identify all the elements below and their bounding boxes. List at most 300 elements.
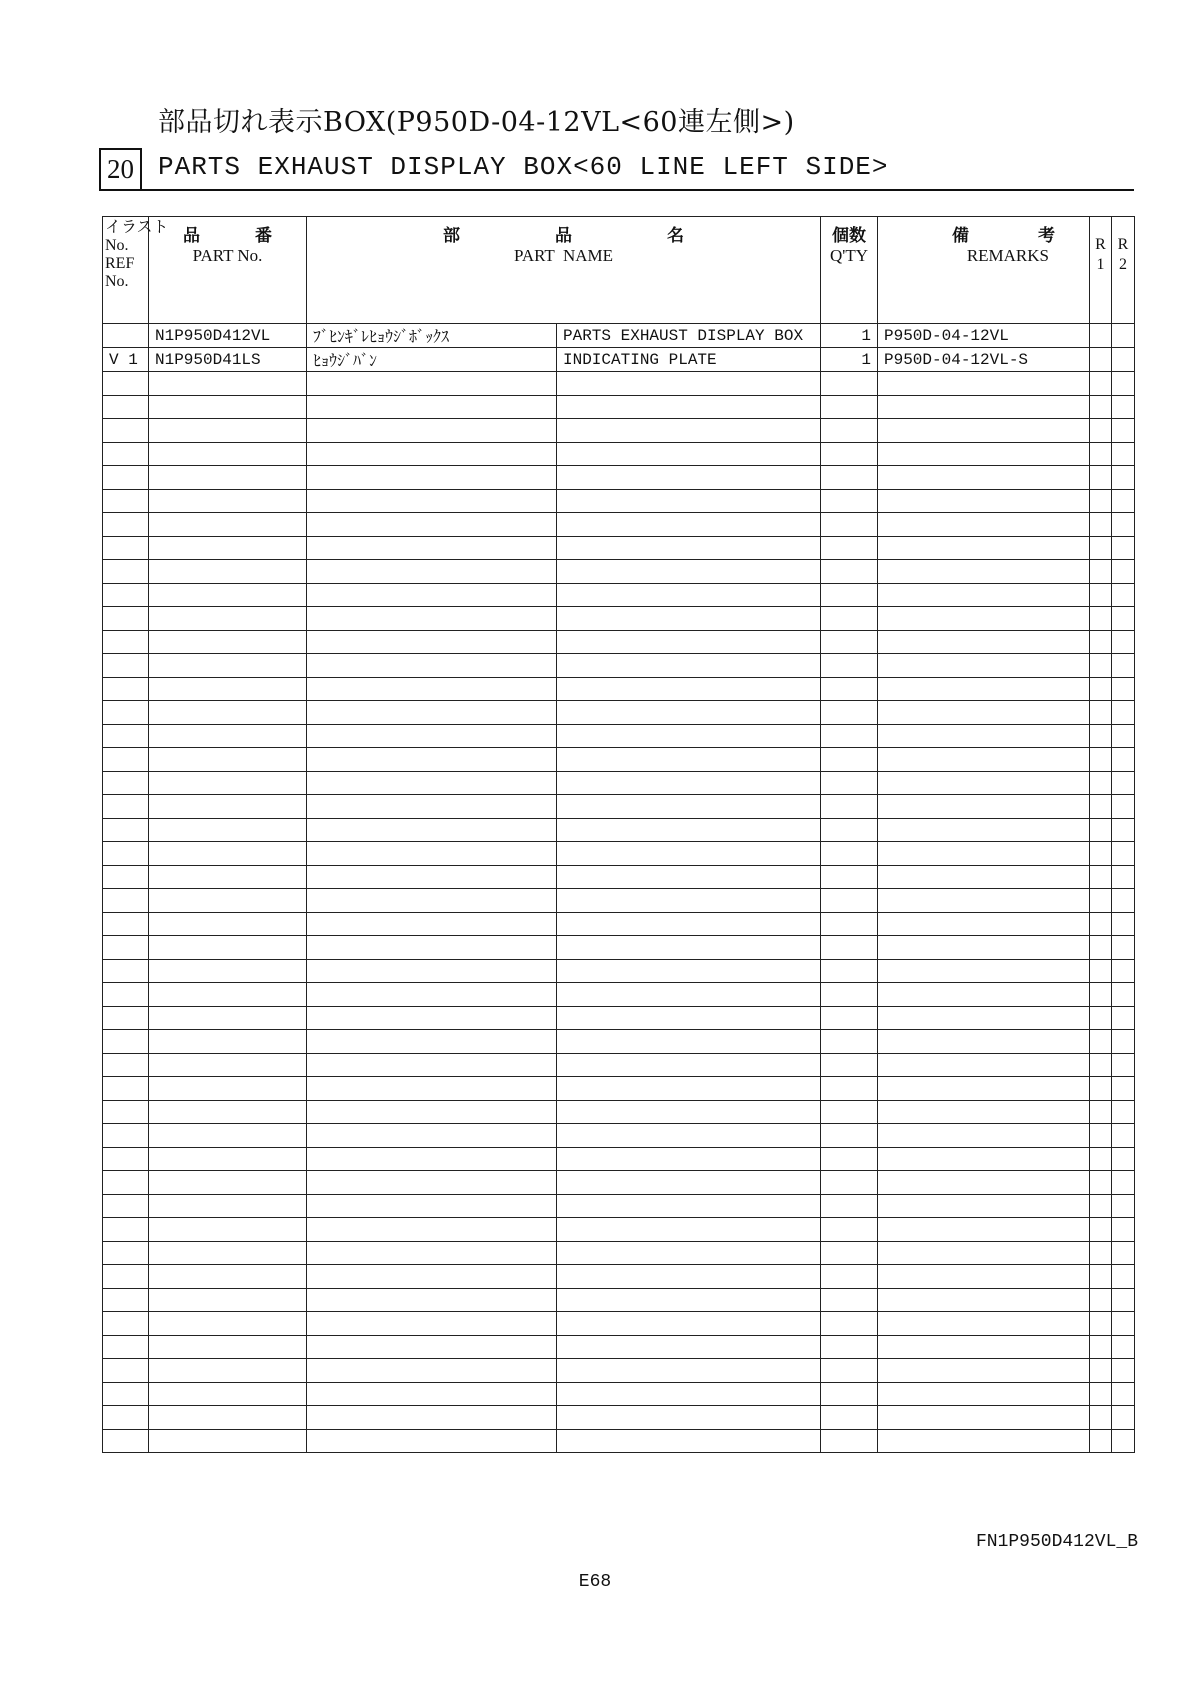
- cell-part-no: [149, 654, 307, 678]
- cell-name-en: [557, 513, 821, 537]
- cell-r1: [1090, 1077, 1112, 1101]
- cell-ref: [103, 489, 149, 513]
- cell-name-jp: ﾌﾞﾋﾝｷﾞﾚﾋｮｳｼﾞﾎﾞｯｸｽ: [307, 324, 557, 348]
- cell-qty: [821, 1194, 878, 1218]
- cell-ref: [103, 1359, 149, 1383]
- cell-part-no: [149, 1194, 307, 1218]
- cell-remarks: [878, 1265, 1090, 1289]
- cell-ref: [103, 1241, 149, 1265]
- cell-r1: [1090, 1241, 1112, 1265]
- cell-name-en: [557, 1077, 821, 1101]
- cell-qty: [821, 818, 878, 842]
- cell-r1: [1090, 771, 1112, 795]
- header-remarks-jp-1: 備: [952, 226, 969, 246]
- cell-r2: [1112, 607, 1135, 631]
- header-ref-no2: No.: [105, 273, 129, 290]
- cell-r2: [1112, 1241, 1135, 1265]
- cell-r1: [1090, 1100, 1112, 1124]
- cell-name-en: [557, 536, 821, 560]
- table-row: [103, 1359, 1135, 1383]
- cell-name-jp: [307, 607, 557, 631]
- cell-part-no: [149, 1006, 307, 1030]
- cell-remarks: [878, 818, 1090, 842]
- cell-remarks: [878, 442, 1090, 466]
- cell-r2: [1112, 795, 1135, 819]
- cell-ref: [103, 865, 149, 889]
- cell-part-no: [149, 1406, 307, 1430]
- cell-remarks: [878, 748, 1090, 772]
- cell-name-en: [557, 983, 821, 1007]
- header-ref-en: REF: [105, 255, 135, 272]
- cell-qty: [821, 842, 878, 866]
- cell-ref: [103, 701, 149, 725]
- cell-qty: [821, 1030, 878, 1054]
- cell-name-en: [557, 1406, 821, 1430]
- table-row: [103, 1288, 1135, 1312]
- cell-r2: [1112, 1194, 1135, 1218]
- cell-ref: [103, 677, 149, 701]
- cell-r1: [1090, 1124, 1112, 1148]
- cell-part-no: [149, 1312, 307, 1336]
- cell-qty: [821, 654, 878, 678]
- table-row: [103, 536, 1135, 560]
- cell-remarks: [878, 372, 1090, 396]
- cell-ref: [103, 818, 149, 842]
- cell-name-en: [557, 1006, 821, 1030]
- cell-ref: [103, 324, 149, 348]
- cell-ref: [103, 1171, 149, 1195]
- cell-qty: [821, 865, 878, 889]
- cell-r1: [1090, 983, 1112, 1007]
- cell-r2: [1112, 1053, 1135, 1077]
- cell-remarks: [878, 1124, 1090, 1148]
- cell-ref: [103, 583, 149, 607]
- cell-qty: [821, 372, 878, 396]
- cell-part-no: [149, 1359, 307, 1383]
- cell-part-no: [149, 442, 307, 466]
- header-r1-b: 1: [1096, 256, 1105, 273]
- cell-ref: [103, 654, 149, 678]
- cell-r1: [1090, 1171, 1112, 1195]
- cell-part-no: [149, 1147, 307, 1171]
- table-row: [103, 724, 1135, 748]
- header-r2-b: 2: [1119, 256, 1127, 273]
- cell-name-en: [557, 560, 821, 584]
- cell-qty: [821, 1359, 878, 1383]
- cell-ref: [103, 889, 149, 913]
- cell-name-en: [557, 1194, 821, 1218]
- cell-qty: [821, 630, 878, 654]
- cell-remarks: [878, 583, 1090, 607]
- cell-r1: [1090, 1265, 1112, 1289]
- cell-name-jp: [307, 1147, 557, 1171]
- cell-name-jp: [307, 748, 557, 772]
- cell-qty: [821, 1335, 878, 1359]
- cell-name-en: [557, 1147, 821, 1171]
- cell-part-no: [149, 583, 307, 607]
- cell-r2: [1112, 395, 1135, 419]
- cell-r1: [1090, 701, 1112, 725]
- cell-part-no: [149, 983, 307, 1007]
- cell-part-no: N1P950D412VL: [149, 324, 307, 348]
- cell-name-en: [557, 1429, 821, 1453]
- cell-name-jp: [307, 912, 557, 936]
- cell-ref: [103, 1265, 149, 1289]
- cell-part-no: [149, 842, 307, 866]
- cell-remarks: [878, 889, 1090, 913]
- cell-part-no: [149, 1053, 307, 1077]
- cell-remarks: [878, 489, 1090, 513]
- cell-qty: [821, 1006, 878, 1030]
- cell-name-en: [557, 701, 821, 725]
- cell-part-no: [149, 818, 307, 842]
- cell-r1: [1090, 1053, 1112, 1077]
- cell-r2: [1112, 701, 1135, 725]
- cell-remarks: [878, 983, 1090, 1007]
- header-qty-jp: 個数: [832, 226, 866, 246]
- cell-name-en: [557, 842, 821, 866]
- table-row: [103, 1335, 1135, 1359]
- cell-part-no: [149, 419, 307, 443]
- cell-name-jp: [307, 513, 557, 537]
- table-row: [103, 513, 1135, 537]
- header-part-no-jp-1: 品: [183, 226, 200, 246]
- cell-remarks: [878, 865, 1090, 889]
- cell-ref: [103, 513, 149, 537]
- table-row: [103, 701, 1135, 725]
- cell-ref: [103, 1147, 149, 1171]
- cell-name-jp: [307, 560, 557, 584]
- title-underline: [142, 189, 1134, 191]
- cell-part-no: [149, 1382, 307, 1406]
- table-row: [103, 1147, 1135, 1171]
- cell-qty: [821, 936, 878, 960]
- cell-r1: [1090, 1359, 1112, 1383]
- cell-qty: [821, 1288, 878, 1312]
- header-r2-a: R: [1117, 236, 1129, 253]
- table-row: [103, 466, 1135, 490]
- header-part-no: [149, 217, 307, 324]
- cell-name-jp: [307, 419, 557, 443]
- cell-r1: [1090, 818, 1112, 842]
- cell-qty: [821, 466, 878, 490]
- cell-name-jp: [307, 1006, 557, 1030]
- table-body: [103, 324, 1135, 1453]
- table-row: [103, 1218, 1135, 1242]
- table-row: [103, 1265, 1135, 1289]
- cell-name-en: [557, 1030, 821, 1054]
- cell-name-en: [557, 1265, 821, 1289]
- cell-qty: [821, 1100, 878, 1124]
- cell-ref: [103, 419, 149, 443]
- cell-part-no: [149, 677, 307, 701]
- cell-qty: [821, 983, 878, 1007]
- cell-remarks: [878, 701, 1090, 725]
- header-part-name-jp: [313, 221, 814, 246]
- cell-r1: [1090, 1194, 1112, 1218]
- cell-r2: [1112, 1288, 1135, 1312]
- table-row: [103, 889, 1135, 913]
- cell-qty: [821, 442, 878, 466]
- cell-part-no: [149, 536, 307, 560]
- cell-r2: [1112, 419, 1135, 443]
- cell-r2: [1112, 748, 1135, 772]
- cell-name-jp: [307, 1171, 557, 1195]
- cell-qty: [821, 1218, 878, 1242]
- cell-name-jp: [307, 536, 557, 560]
- cell-name-en: [557, 630, 821, 654]
- cell-r2: [1112, 442, 1135, 466]
- cell-ref: [103, 959, 149, 983]
- cell-part-no: [149, 1335, 307, 1359]
- cell-ref: [103, 1053, 149, 1077]
- header-part-name-jp-1: 部: [443, 226, 460, 246]
- cell-remarks: [878, 1100, 1090, 1124]
- cell-ref: [103, 466, 149, 490]
- cell-ref: [103, 842, 149, 866]
- cell-qty: [821, 1147, 878, 1171]
- cell-ref: [103, 771, 149, 795]
- cell-qty: [821, 489, 878, 513]
- header-remarks: [878, 217, 1090, 324]
- header-part-name-jp-2: 品: [555, 226, 572, 246]
- table-row: [103, 630, 1135, 654]
- table-row: [103, 1241, 1135, 1265]
- cell-ref: [103, 1030, 149, 1054]
- cell-r2: [1112, 1335, 1135, 1359]
- cell-r1: [1090, 348, 1112, 372]
- cell-ref: [103, 1006, 149, 1030]
- cell-r2: [1112, 536, 1135, 560]
- cell-name-jp: [307, 654, 557, 678]
- cell-r2: [1112, 724, 1135, 748]
- cell-name-jp: [307, 936, 557, 960]
- cell-r1: [1090, 630, 1112, 654]
- cell-part-no: [149, 1265, 307, 1289]
- cell-remarks: [878, 1382, 1090, 1406]
- cell-part-no: [149, 1288, 307, 1312]
- table-row: [103, 583, 1135, 607]
- table-row: [103, 1124, 1135, 1148]
- table-row: [103, 865, 1135, 889]
- cell-remarks: [878, 959, 1090, 983]
- cell-r1: [1090, 724, 1112, 748]
- cell-r1: [1090, 1288, 1112, 1312]
- cell-qty: [821, 748, 878, 772]
- cell-ref: [103, 724, 149, 748]
- cell-remarks: [878, 536, 1090, 560]
- cell-name-jp: [307, 1382, 557, 1406]
- cell-name-jp: [307, 818, 557, 842]
- cell-part-no: [149, 936, 307, 960]
- cell-remarks: [878, 1030, 1090, 1054]
- table-row: [103, 912, 1135, 936]
- cell-name-jp: [307, 1030, 557, 1054]
- cell-remarks: [878, 1241, 1090, 1265]
- cell-part-no: [149, 395, 307, 419]
- cell-name-jp: ﾋｮｳｼﾞﾊﾞﾝ: [307, 348, 557, 372]
- cell-r2: [1112, 865, 1135, 889]
- cell-r2: [1112, 348, 1135, 372]
- cell-name-jp: [307, 1429, 557, 1453]
- cell-name-jp: [307, 1194, 557, 1218]
- cell-r2: [1112, 912, 1135, 936]
- table-row: [103, 771, 1135, 795]
- cell-r1: [1090, 1218, 1112, 1242]
- cell-remarks: [878, 1147, 1090, 1171]
- cell-name-en: [557, 771, 821, 795]
- cell-ref: [103, 1429, 149, 1453]
- cell-r1: [1090, 1335, 1112, 1359]
- cell-r1: [1090, 748, 1112, 772]
- table-row: [103, 1053, 1135, 1077]
- cell-qty: [821, 583, 878, 607]
- cell-remarks: [878, 607, 1090, 631]
- cell-r1: [1090, 395, 1112, 419]
- cell-ref: [103, 1124, 149, 1148]
- cell-remarks: [878, 1218, 1090, 1242]
- cell-remarks: [878, 654, 1090, 678]
- cell-qty: [821, 1053, 878, 1077]
- table-row: [103, 842, 1135, 866]
- cell-name-en: [557, 466, 821, 490]
- cell-ref: [103, 795, 149, 819]
- cell-qty: [821, 1265, 878, 1289]
- cell-r2: [1112, 654, 1135, 678]
- cell-name-jp: [307, 983, 557, 1007]
- table-row: [103, 1429, 1135, 1453]
- cell-remarks: [878, 1429, 1090, 1453]
- cell-remarks: [878, 1288, 1090, 1312]
- cell-r2: [1112, 818, 1135, 842]
- table-row: [103, 748, 1135, 772]
- cell-name-en: [557, 889, 821, 913]
- cell-part-no: [149, 724, 307, 748]
- cell-name-en: [557, 677, 821, 701]
- cell-r2: [1112, 1100, 1135, 1124]
- table-row: [103, 654, 1135, 678]
- cell-part-no: [149, 1030, 307, 1054]
- cell-remarks: [878, 912, 1090, 936]
- cell-ref: [103, 630, 149, 654]
- page-title-japanese: 部品切れ表示BOX(P950D-04-12VL<60連左側>): [158, 107, 795, 138]
- cell-r1: [1090, 1006, 1112, 1030]
- cell-r2: [1112, 583, 1135, 607]
- cell-ref: [103, 560, 149, 584]
- cell-r2: [1112, 1171, 1135, 1195]
- cell-r2: [1112, 677, 1135, 701]
- cell-r2: [1112, 771, 1135, 795]
- table-row: [103, 489, 1135, 513]
- cell-remarks: [878, 1335, 1090, 1359]
- table-row: [103, 795, 1135, 819]
- cell-r1: [1090, 959, 1112, 983]
- cell-part-no: [149, 771, 307, 795]
- cell-remarks: [878, 1053, 1090, 1077]
- cell-name-en: [557, 1359, 821, 1383]
- cell-remarks: [878, 1077, 1090, 1101]
- cell-qty: [821, 912, 878, 936]
- cell-qty: [821, 1406, 878, 1430]
- header-part-no-en: PART No.: [192, 246, 263, 265]
- cell-remarks: [878, 771, 1090, 795]
- cell-part-no: [149, 466, 307, 490]
- cell-ref: [103, 936, 149, 960]
- cell-qty: [821, 1124, 878, 1148]
- cell-name-en: INDICATING PLATE: [557, 348, 821, 372]
- cell-qty: [821, 677, 878, 701]
- cell-r2: [1112, 842, 1135, 866]
- cell-part-no: [149, 1124, 307, 1148]
- cell-r1: [1090, 1382, 1112, 1406]
- cell-name-en: [557, 1100, 821, 1124]
- cell-ref: [103, 607, 149, 631]
- page-title-english: PARTS EXHAUST DISPLAY BOX<60 LINE LEFT SIDE>: [158, 152, 889, 182]
- cell-part-no: [149, 701, 307, 725]
- cell-name-en: [557, 1288, 821, 1312]
- cell-name-en: [557, 1335, 821, 1359]
- header-remarks-en: REMARKS: [966, 246, 1049, 265]
- cell-name-jp: [307, 1100, 557, 1124]
- cell-r1: [1090, 677, 1112, 701]
- cell-name-jp: [307, 959, 557, 983]
- cell-r2: [1112, 1006, 1135, 1030]
- cell-r2: [1112, 1359, 1135, 1383]
- cell-r2: [1112, 1077, 1135, 1101]
- table-row: [103, 1406, 1135, 1430]
- cell-part-no: [149, 630, 307, 654]
- table-row: [103, 348, 1135, 372]
- cell-qty: [821, 771, 878, 795]
- table-row: [103, 1312, 1135, 1336]
- cell-r2: [1112, 513, 1135, 537]
- cell-r1: [1090, 536, 1112, 560]
- cell-name-jp: [307, 795, 557, 819]
- cell-ref: V 1: [103, 348, 149, 372]
- cell-remarks: [878, 724, 1090, 748]
- cell-name-en: [557, 1382, 821, 1406]
- cell-r2: [1112, 1429, 1135, 1453]
- cell-r2: [1112, 560, 1135, 584]
- cell-r2: [1112, 1218, 1135, 1242]
- table-row: [103, 442, 1135, 466]
- cell-name-jp: [307, 1218, 557, 1242]
- cell-r1: [1090, 889, 1112, 913]
- cell-qty: [821, 1171, 878, 1195]
- cell-part-no: [149, 489, 307, 513]
- cell-name-jp: [307, 865, 557, 889]
- cell-name-en: [557, 1218, 821, 1242]
- cell-remarks: P950D-04-12VL: [878, 324, 1090, 348]
- cell-r1: [1090, 442, 1112, 466]
- cell-part-no: [149, 1171, 307, 1195]
- cell-name-en: [557, 724, 821, 748]
- header-r1: [1090, 217, 1112, 324]
- cell-qty: [821, 724, 878, 748]
- cell-name-en: PARTS EXHAUST DISPLAY BOX: [557, 324, 821, 348]
- cell-name-jp: [307, 1265, 557, 1289]
- cell-r2: [1112, 324, 1135, 348]
- cell-part-no: [149, 889, 307, 913]
- cell-part-no: [149, 513, 307, 537]
- cell-ref: [103, 1100, 149, 1124]
- cell-name-jp: [307, 1312, 557, 1336]
- cell-qty: [821, 419, 878, 443]
- cell-remarks: [878, 419, 1090, 443]
- table-row: [103, 372, 1135, 396]
- cell-remarks: [878, 395, 1090, 419]
- cell-qty: [821, 1429, 878, 1453]
